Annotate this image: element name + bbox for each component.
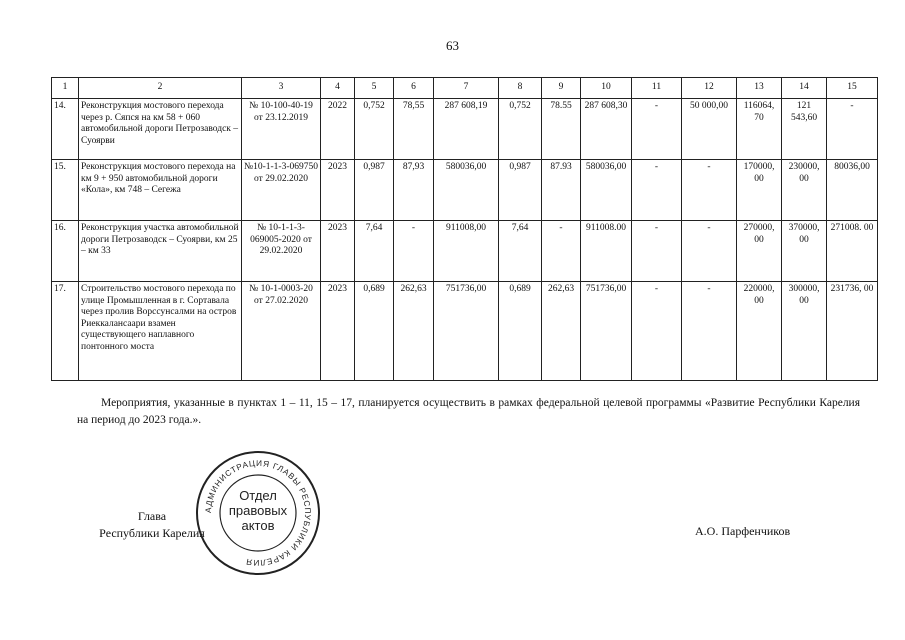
signatory-title-line: Глава — [137, 509, 167, 523]
table-cell: 0,987 — [355, 160, 394, 221]
column-header: 1 — [52, 78, 79, 99]
table-cell: 14. — [52, 99, 79, 160]
column-header: 11 — [632, 78, 682, 99]
table-cell: 78,55 — [394, 99, 434, 160]
table-cell: 231736, 00 — [827, 282, 878, 381]
table-cell: - — [682, 160, 737, 221]
table-cell: 50 000,00 — [682, 99, 737, 160]
table-cell: 2023 — [321, 282, 355, 381]
table-cell: 2023 — [321, 160, 355, 221]
table-cell: 300000, 00 — [782, 282, 827, 381]
column-header: 14 — [782, 78, 827, 99]
table-row — [52, 160, 878, 221]
table-cell: 7,64 — [355, 221, 394, 282]
table-cell: 580036,00 — [434, 160, 499, 221]
table-cell: 0,987 — [499, 160, 542, 221]
table-cell: 170000, 00 — [737, 160, 782, 221]
table-row — [52, 99, 878, 160]
table-cell: 911008.00 — [581, 221, 632, 282]
column-header: 10 — [581, 78, 632, 99]
table-cell: - — [632, 282, 682, 381]
table-cell: Реконструкция участка автомобильной дороги Петрозаводск – Суоярви, км 25 – км 33 — [79, 221, 242, 282]
table-cell: 287 608,30 — [581, 99, 632, 160]
stamp-ring-text: АДМИНИСТРАЦИЯ ГЛАВЫ РЕСПУБЛИКИ КАРЕЛИЯ — [203, 458, 313, 568]
table-cell: - — [682, 221, 737, 282]
footnote-paragraph: Мероприятия, указанные в пунктах 1 – 11, 15 – 17, планируется осуществить в рамках федеральной целевой программы «Развитие Республики Карелия на период до 2023 года.». — [77, 397, 860, 426]
column-header: 7 — [434, 78, 499, 99]
data-table — [51, 77, 878, 381]
table-cell: 751736,00 — [581, 282, 632, 381]
stamp-line: правовых — [228, 503, 288, 518]
table-cell: 16. — [52, 221, 79, 282]
official-stamp — [194, 449, 322, 577]
table-cell: № 10-1-1-3-069005-2020 от 29.02.2020 — [242, 221, 321, 282]
stamp-line: Отдел — [239, 488, 277, 503]
table-cell: № 10-100-40-19 от 23.12.2019 — [242, 99, 321, 160]
table-cell: 0,689 — [355, 282, 394, 381]
table-cell: 270000, 00 — [737, 221, 782, 282]
table-cell: - — [827, 99, 878, 160]
table-cell: 262,63 — [542, 282, 581, 381]
table-cell: - — [632, 99, 682, 160]
table-cell: 751736,00 — [434, 282, 499, 381]
table-cell: 271008. 00 — [827, 221, 878, 282]
column-header: 3 — [242, 78, 321, 99]
table-cell: 0,689 — [499, 282, 542, 381]
column-header: 8 — [499, 78, 542, 99]
column-header: 5 — [355, 78, 394, 99]
table-cell: - — [394, 221, 434, 282]
table-cell: 80036,00 — [827, 160, 878, 221]
table-cell: 0,752 — [499, 99, 542, 160]
table-cell: 287 608,19 — [434, 99, 499, 160]
table-row — [52, 221, 878, 282]
table-cell: 15. — [52, 160, 79, 221]
table-cell: 17. — [52, 282, 79, 381]
column-header: 6 — [394, 78, 434, 99]
signatory-title-line: Республики Карелия — [99, 526, 205, 541]
table-cell: 262,63 — [394, 282, 434, 381]
table-cell: 7,64 — [499, 221, 542, 282]
table-cell: 2023 — [321, 221, 355, 282]
column-header: 4 — [321, 78, 355, 99]
table-cell: - — [682, 282, 737, 381]
table-cell: 2022 — [321, 99, 355, 160]
table-cell: 87.93 — [542, 160, 581, 221]
column-header: 12 — [682, 78, 737, 99]
table-cell: № 10-1-0003-20 от 27.02.2020 — [242, 282, 321, 381]
table-cell: 116064, 70 — [737, 99, 782, 160]
column-header: 15 — [827, 78, 878, 99]
table-cell: 0,752 — [355, 99, 394, 160]
table-cell: 370000, 00 — [782, 221, 827, 282]
column-header: 9 — [542, 78, 581, 99]
table-cell: Реконструкция мостового перехода через р. Сяпся на км 58 + 060 автомобильной дороги Петрозаводск – Суоярви — [79, 99, 242, 160]
header-row — [52, 78, 878, 99]
table-cell: - — [542, 221, 581, 282]
table-cell: Реконструкция мостового перехода на км 9 + 950 автомобильной дороги «Кола», км 748 – Сегежа — [79, 160, 242, 221]
signatory-name: А.О. Парфенчиков — [695, 524, 791, 538]
table-cell: №10-1-1-3-069750 от 29.02.2020 — [242, 160, 321, 221]
stamp-line: актов — [241, 518, 275, 533]
page-number: 63 — [446, 38, 459, 53]
table-cell: 121 543,60 — [782, 99, 827, 160]
table-cell: - — [632, 221, 682, 282]
column-header: 13 — [737, 78, 782, 99]
table-cell: Строительство мостового перехода по улице Промышленная в г. Сортавала через пролив Ворссунсалми на остров Риеккалансаари взамен существующего наплавного понтонного моста — [79, 282, 242, 381]
table-cell: 911008,00 — [434, 221, 499, 282]
table-row — [52, 282, 878, 381]
table-cell: 220000, 00 — [737, 282, 782, 381]
table-cell: 230000, 00 — [782, 160, 827, 221]
table-cell: 87,93 — [394, 160, 434, 221]
column-header: 2 — [79, 78, 242, 99]
table-cell: 78.55 — [542, 99, 581, 160]
table-cell: 580036,00 — [581, 160, 632, 221]
table-cell: - — [632, 160, 682, 221]
